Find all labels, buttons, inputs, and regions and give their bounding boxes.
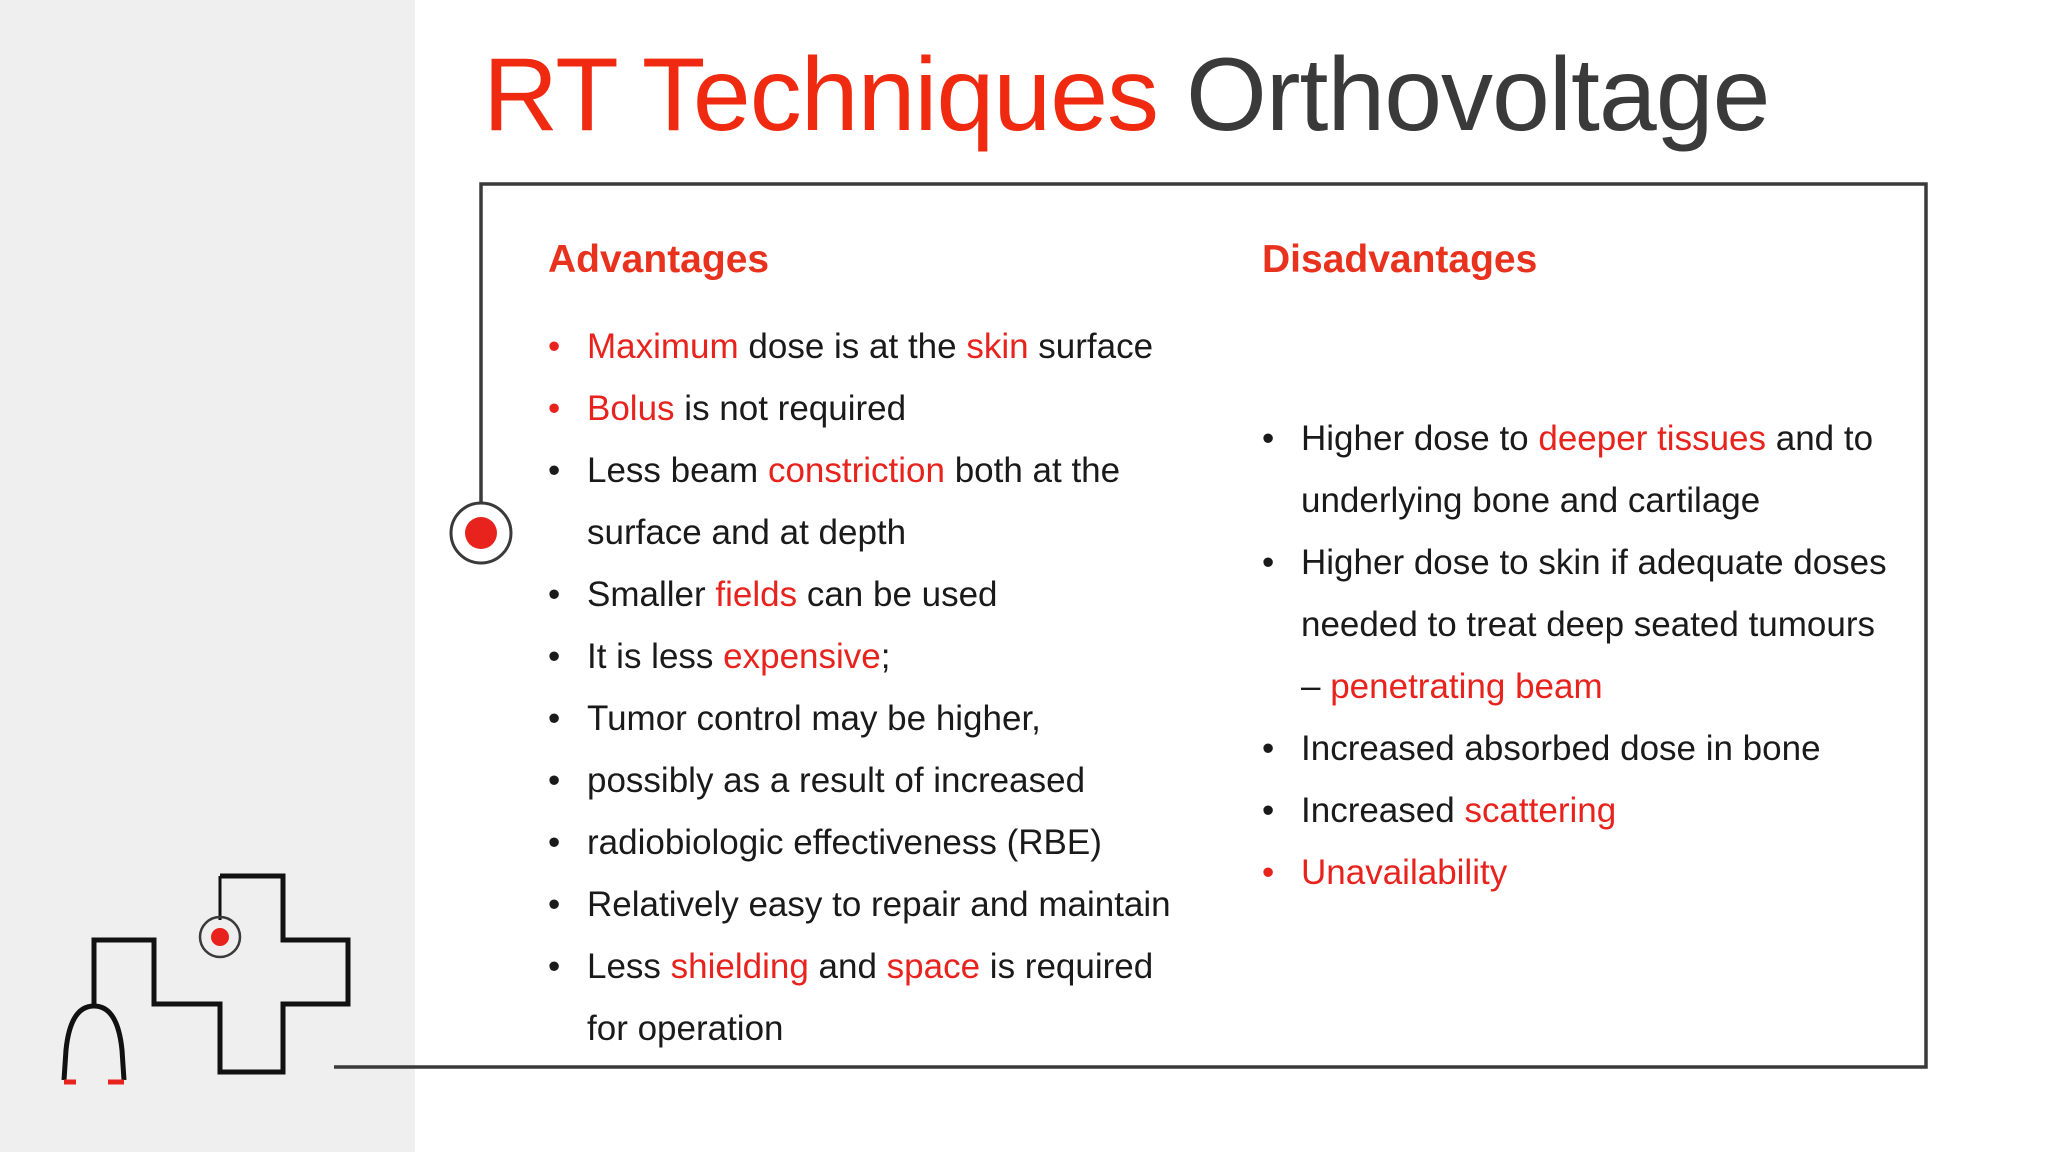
disadvantage-item bbox=[1262, 780, 1902, 842]
highlight-text: expensive bbox=[723, 637, 881, 676]
advantage-item bbox=[548, 936, 1188, 1060]
highlight-text: space bbox=[886, 947, 981, 986]
item-text: It is less bbox=[587, 637, 724, 676]
advantages-list bbox=[548, 316, 1188, 1060]
timeline-dot-icon bbox=[451, 410, 511, 563]
advantage-item bbox=[548, 440, 1188, 564]
highlight-text: Unavailability bbox=[1301, 853, 1508, 892]
disadvantage-item bbox=[1262, 408, 1902, 532]
disadvantage-item bbox=[1262, 842, 1902, 904]
highlight-text: constriction bbox=[767, 451, 945, 490]
item-text: Tumor control may be higher, bbox=[587, 699, 1041, 738]
item-text: Relatively easy to repair and maintain bbox=[587, 885, 1171, 924]
advantage-item bbox=[548, 626, 1188, 688]
advantage-item bbox=[548, 812, 1188, 874]
disadvantage-item bbox=[1262, 718, 1902, 780]
item-text: Less beam bbox=[587, 451, 768, 490]
advantages-heading: Advantages bbox=[548, 238, 770, 281]
highlight-text: penetrating beam bbox=[1330, 667, 1603, 706]
item-text: Increased bbox=[1301, 791, 1465, 830]
item-text: ; bbox=[880, 637, 891, 676]
item-text: Smaller bbox=[587, 575, 716, 614]
advantage-item bbox=[548, 316, 1188, 378]
advantages-column bbox=[548, 232, 1188, 1060]
highlight-text: scattering bbox=[1464, 791, 1617, 830]
item-text: Less bbox=[587, 947, 671, 986]
item-text: surface bbox=[1028, 327, 1154, 366]
advantage-item bbox=[548, 750, 1188, 812]
item-text: possibly as a result of increased bbox=[587, 761, 1086, 800]
highlight-text: skin bbox=[966, 327, 1029, 366]
highlight-text: deeper tissues bbox=[1538, 419, 1767, 458]
disadvantages-column bbox=[1262, 232, 1902, 904]
title-part-1: RT Techniques bbox=[483, 37, 1159, 153]
highlight-text: Bolus bbox=[587, 389, 675, 428]
item-text: is not required bbox=[674, 389, 907, 428]
item-text: Higher dose to skin if adequate doses needed to treat deep seated tumours – bbox=[1301, 543, 1887, 706]
disadvantages-heading: Disadvantages bbox=[1262, 238, 1538, 281]
item-text: Increased absorbed dose in bone bbox=[1301, 729, 1821, 768]
title-part-2: Orthovoltage bbox=[1185, 37, 1770, 153]
advantage-item bbox=[548, 378, 1188, 440]
advantage-item bbox=[548, 564, 1188, 626]
highlight-text: fields bbox=[715, 575, 798, 614]
highlight-text: Maximum bbox=[587, 327, 739, 366]
item-text: dose is at the bbox=[738, 327, 967, 366]
item-text: both at the surface and at depth bbox=[587, 451, 1121, 552]
item-text: and bbox=[808, 947, 887, 986]
disadvantage-item bbox=[1262, 532, 1902, 718]
item-text: radiobiologic effectiveness (RBE) bbox=[587, 823, 1102, 862]
item-text: can be used bbox=[797, 575, 998, 614]
advantage-item bbox=[548, 874, 1188, 936]
item-text: is required for operation bbox=[587, 947, 1154, 1048]
item-text: Higher dose to bbox=[1301, 419, 1539, 458]
item-text: and to underlying bone and cartilage bbox=[1301, 419, 1874, 520]
highlight-text: shielding bbox=[670, 947, 809, 986]
advantage-item bbox=[548, 688, 1188, 750]
disadvantages-list bbox=[1262, 408, 1902, 904]
stethoscope-medical-cross-icon bbox=[64, 876, 348, 1082]
